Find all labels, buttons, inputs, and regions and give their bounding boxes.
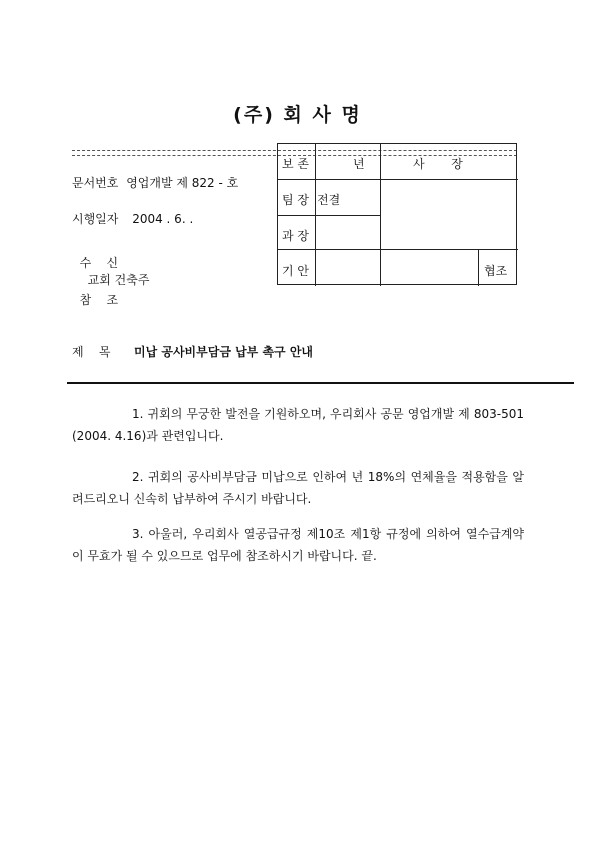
date-value: 2004 . 6. . (132, 212, 194, 226)
subject-divider (67, 382, 574, 384)
body-paragraph-1: 1. 귀회의 무궁한 발전을 기원하오며, 우리회사 공문 영업개발 제 803-501 (2004. 4.16)과 관련입니다. (72, 407, 524, 443)
approval-table (277, 143, 517, 285)
cooperation-label: 협조 (484, 264, 508, 278)
approval-row-line (278, 215, 381, 216)
retention-unit: 년 (353, 157, 365, 171)
subject-text: 미납 공사비부담금 납부 촉구 안내 (134, 345, 314, 359)
drafter-label: 기 안 (282, 264, 309, 278)
manager-label: 과 장 (282, 229, 309, 243)
company-title: (주) 회 사 명 (233, 104, 362, 126)
approval-row-line (278, 249, 518, 250)
retention-label: 보 존 (282, 157, 309, 171)
president-label: 사 장 (413, 157, 463, 171)
body-paragraph-2: 2. 귀회의 공사비부담금 미납으로 인하여 년 18%의 연체율을 적용함을 알려드리오니 신속히 납부하여 주시기 바랍니다. (72, 470, 524, 506)
approval-col-line (315, 144, 316, 286)
team-lead-label: 팀 장 (282, 193, 309, 207)
doc-number-label: 문서번호 (72, 176, 119, 190)
recipient-value: 교회 건축주 (87, 273, 150, 287)
date-label: 시행일자 (72, 212, 119, 226)
reference-field (72, 277, 118, 308)
approval-col-line (380, 144, 381, 286)
doc-number-value: 영업개발 제 822 - 호 (126, 176, 239, 190)
team-lead-value: 전결 (317, 193, 341, 207)
approval-col-line (478, 249, 479, 286)
doc-number-field (72, 174, 238, 191)
body-paragraph-3: 3. 아울러, 우리회사 열공급규정 제10조 제1항 규정에 의하여 열수급계약이 무효가 될 수 있으므로 업무에 참조하시기 바랍니다. 끝. (72, 527, 524, 563)
date-field (72, 210, 193, 227)
approval-row-line (278, 179, 518, 180)
subject-label: 제 목 (72, 345, 111, 359)
reference-label: 참 조 (79, 293, 119, 307)
recipient-label: 수 신 (79, 256, 119, 270)
